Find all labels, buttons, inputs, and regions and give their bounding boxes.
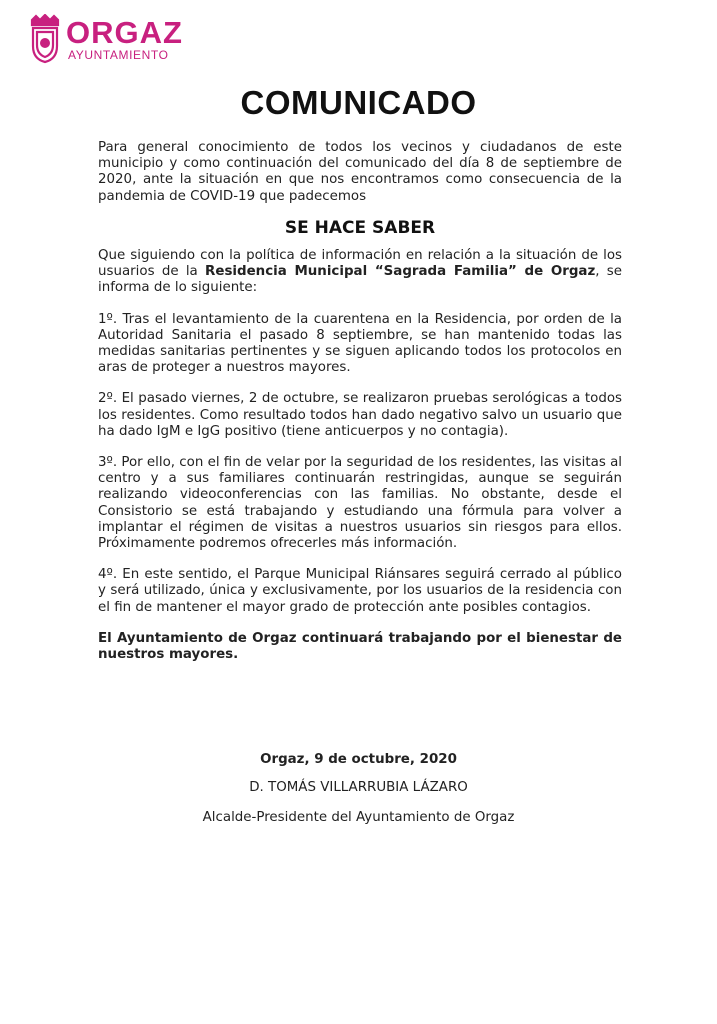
point-4: 4º. En este sentido, el Parque Municipal Riánsares seguirá cerrado al público y será utilizado, única y exclusivamente, por los usuarios de la residencia con el fin de mantener el mayor grado de protección ante posibles contagios. <box>98 567 622 615</box>
coat-of-arms-icon <box>28 14 62 64</box>
lead-paragraph <box>98 248 622 297</box>
signatory-name: D. TOMÁS VILLARRUBIA LÁZARO <box>249 780 468 795</box>
point-1: 1º. Tras el levantamiento de la cuarentena en la Residencia, por orden de la Autoridad Sanitaria el pasado 8 septiembre, se han mantenido todas las medidas sanitarias pertinentes y se siguen aplicando todos los protocolos en aras de proteger a nuestros mayores. <box>98 311 622 376</box>
intro-paragraph: Para general conocimiento de todos los vecinos y ciudadanos de este municipio y como continuación del comunicado del día 8 de septiembre de 2020, ante la situación en que nos encontramos como consecuencia de la pandemia de COVID-19 que padecemos <box>98 140 622 204</box>
signature-date: Orgaz, 9 de octubre, 2020 <box>260 752 457 767</box>
lead-text-bold: Residencia Municipal “Sagrada Familia” de Orgaz <box>205 264 596 280</box>
subheading: SE HACE SABER <box>284 217 436 238</box>
point-3: 3º. Por ello, con el fin de velar por la seguridad de los residentes, las visitas al centro y a sus familiares continuarán restringidas, aunque se seguirán realizando videoconferencias con las familias. No obstante, desde el Consistorio se está trabajando y estudiando una fórmula para volver a implantar el régimen de visitas a nuestros usuarios sin riesgos para ellos. Próximamente podremos ofrecerles más información. <box>98 455 622 552</box>
closing-statement: El Ayuntamiento de Orgaz continuará trabajando por el bienestar de nuestros mayores. <box>98 630 622 663</box>
document-title: COMUNICADO <box>240 84 477 121</box>
letterhead <box>28 14 183 64</box>
brand-subtitle: AYUNTAMIENTO <box>68 48 169 62</box>
lead-text-end: , se informa de lo siguiente: <box>98 264 622 296</box>
point-2: 2º. El pasado viernes, 2 de octubre, se realizaron pruebas serológicas a todos los residentes. Como resultado todos han dado negativo salvo un usuario que ha dado IgM e IgG positivo (tiene anticuerpos y no contagia). <box>98 391 622 439</box>
lead-text-start: Que siguiendo con la política de información en relación a la situación de los usuarios de la <box>98 248 622 280</box>
signature-block <box>0 752 717 825</box>
brand-name: ORGAZ <box>66 15 183 50</box>
signatory-role: Alcalde-Presidente del Ayuntamiento de Orgaz <box>202 810 515 825</box>
document-body <box>98 140 622 678</box>
